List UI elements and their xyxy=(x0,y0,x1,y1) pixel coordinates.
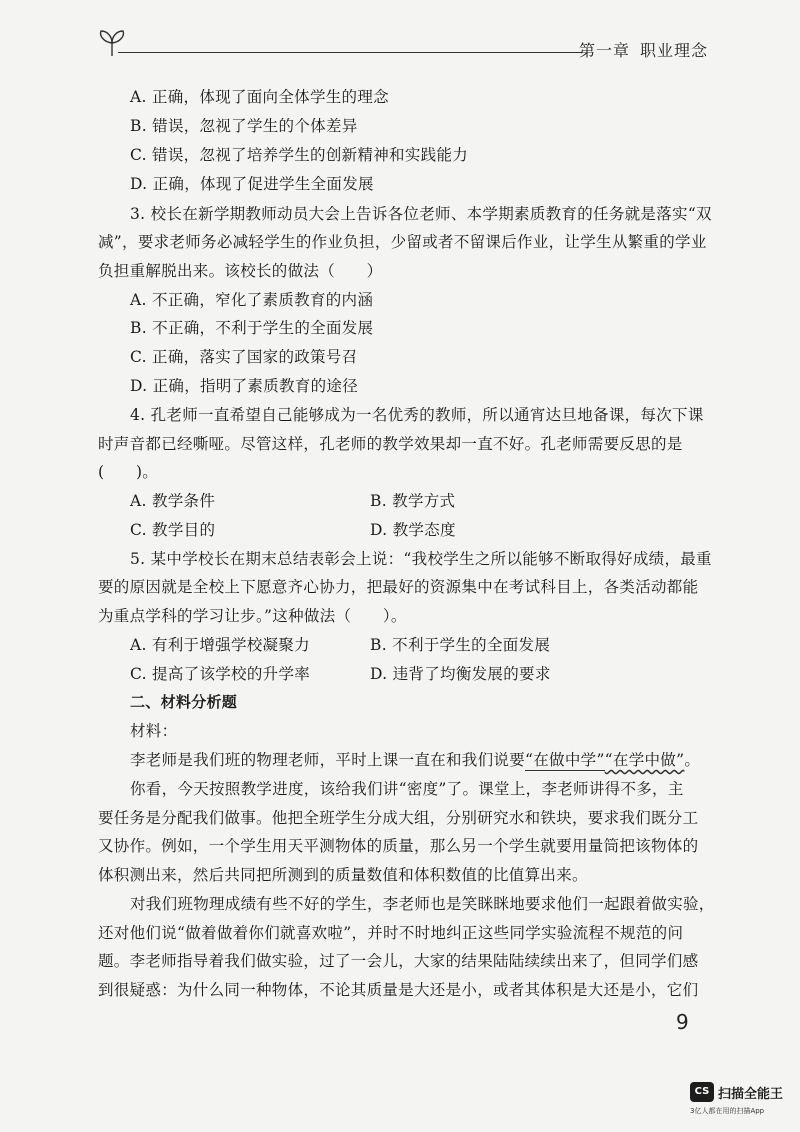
chapter-name: 职业理念 xyxy=(639,41,708,60)
option-line: C. 错误，忽视了培养学生的创新精神和实践能力 xyxy=(130,146,469,164)
option-line: A. 有利于增强学校凝聚力 xyxy=(130,636,310,654)
option-line: B. 不利于学生的全面发展 xyxy=(370,636,551,654)
option-line: D. 正确，体现了促进学生全面发展 xyxy=(130,175,374,193)
material-text: 。 xyxy=(684,751,701,769)
material-text: 李老师是我们班的物理老师，平时上课一直在和我们说要 xyxy=(130,751,526,769)
option-line: D. 教学态度 xyxy=(370,521,456,539)
option-line: C. 提高了该学校的升学率 xyxy=(130,665,311,683)
camscanner-logo-icon: CS xyxy=(690,1082,714,1102)
chapter-title xyxy=(579,38,708,61)
material-text: 你看，今天按照教学进度，该给我们讲“密度”了。课堂上，李老师讲得不多，主 xyxy=(130,780,684,798)
watermark-subtitle: 3亿人都在用的扫描App xyxy=(690,1107,765,1115)
question-text: 要的原因就是全校上下愿意齐心协力，把最好的资源集中在考试科目上，各类活动都能 xyxy=(98,578,699,596)
header-rule xyxy=(118,52,582,53)
page-header xyxy=(96,26,708,60)
watermark-name: 扫描全能王 xyxy=(718,1087,784,1102)
question-text: 5. 某中学校长在期末总结表彰会上说：“我校学生之所以能够不断取得好成绩，最重 xyxy=(130,550,712,568)
option-line: D. 正确，指明了素质教育的途径 xyxy=(130,377,359,395)
option-line: B. 不正确，不利于学生的全面发展 xyxy=(130,319,374,337)
section-heading: 二、材料分析题 xyxy=(130,693,238,711)
scanner-watermark xyxy=(690,1082,790,1122)
material-text: 对我们班物理成绩有些不好的学生，李老师也是笑眯眯地要求他们一起跟着做实验， xyxy=(130,895,715,913)
material-text: 要任务是分配我们做事。他把全班学生分成大组，分别研究水和铁块，要求我们既分工 xyxy=(98,809,699,827)
question-text: 为重点学科的学习让步。”这种做法（ ）。 xyxy=(98,607,407,625)
material-label: 材料： xyxy=(130,722,178,740)
option-line: A. 不正确，窄化了素质教育的内涵 xyxy=(130,291,374,309)
option-line: A. 正确，体现了面向全体学生的理念 xyxy=(130,88,389,106)
material-text: 题。李老师指导着我们做实验，过了一会儿，大家的结果陆陆续续出来了，但同学们感 xyxy=(98,952,699,970)
option-line: A. 教学条件 xyxy=(130,492,216,510)
option-line: D. 违背了均衡发展的要求 xyxy=(370,665,551,683)
sprout-icon xyxy=(96,26,128,60)
wavy-underlined-quote: “在学中做” xyxy=(604,751,685,769)
material-text: 又协作。例如，一个学生用天平测物体的质量，那么另一个学生就要用量筒把该物体的 xyxy=(98,837,699,855)
underlined-quote: “在做中学” xyxy=(525,751,605,769)
question-text: 负担重解脱出来。该校长的做法（ ） xyxy=(98,262,383,280)
option-line: B. 教学方式 xyxy=(370,492,456,510)
option-line: C. 教学目的 xyxy=(130,521,216,539)
material-text: 到很疑惑：为什么同一种物体，不论其质量是大还是小，或者其体积是大还是小，它们 xyxy=(98,981,699,999)
question-text: ( )。 xyxy=(98,463,159,481)
option-line: C. 正确，落实了国家的政策号召 xyxy=(130,348,358,366)
question-text: 时声音都已经嘶哑。尽管这样，孔老师的教学效果却一直不好。孔老师需要反思的是 xyxy=(98,435,683,453)
option-line: B. 错误，忽视了学生的个体差异 xyxy=(130,117,358,135)
chapter-number: 第一章 xyxy=(578,41,630,60)
material-text: 还对他们说“做着做着你们就喜欢啦”，并时不时地纠正这些同学实验流程不规范的问 xyxy=(98,924,684,942)
material-paragraph xyxy=(130,750,700,770)
question-text: 4. 孔老师一直希望自己能够成为一名优秀的教师，所以通宵达旦地备课，每次下课 xyxy=(130,406,704,424)
material-text: 体积测出来，然后共同把所测到的质量数值和体积数值的比值算出来。 xyxy=(98,866,588,884)
question-text: 减”，要求老师务必减轻学生的作业负担，少留或者不留课后作业，让学生从繁重的学业 xyxy=(98,233,707,251)
page-number: 9 xyxy=(676,1010,689,1034)
question-text: 3. 校长在新学期教师动员大会上告诉各位老师、本学期素质教育的任务就是落实“双 xyxy=(130,205,712,223)
